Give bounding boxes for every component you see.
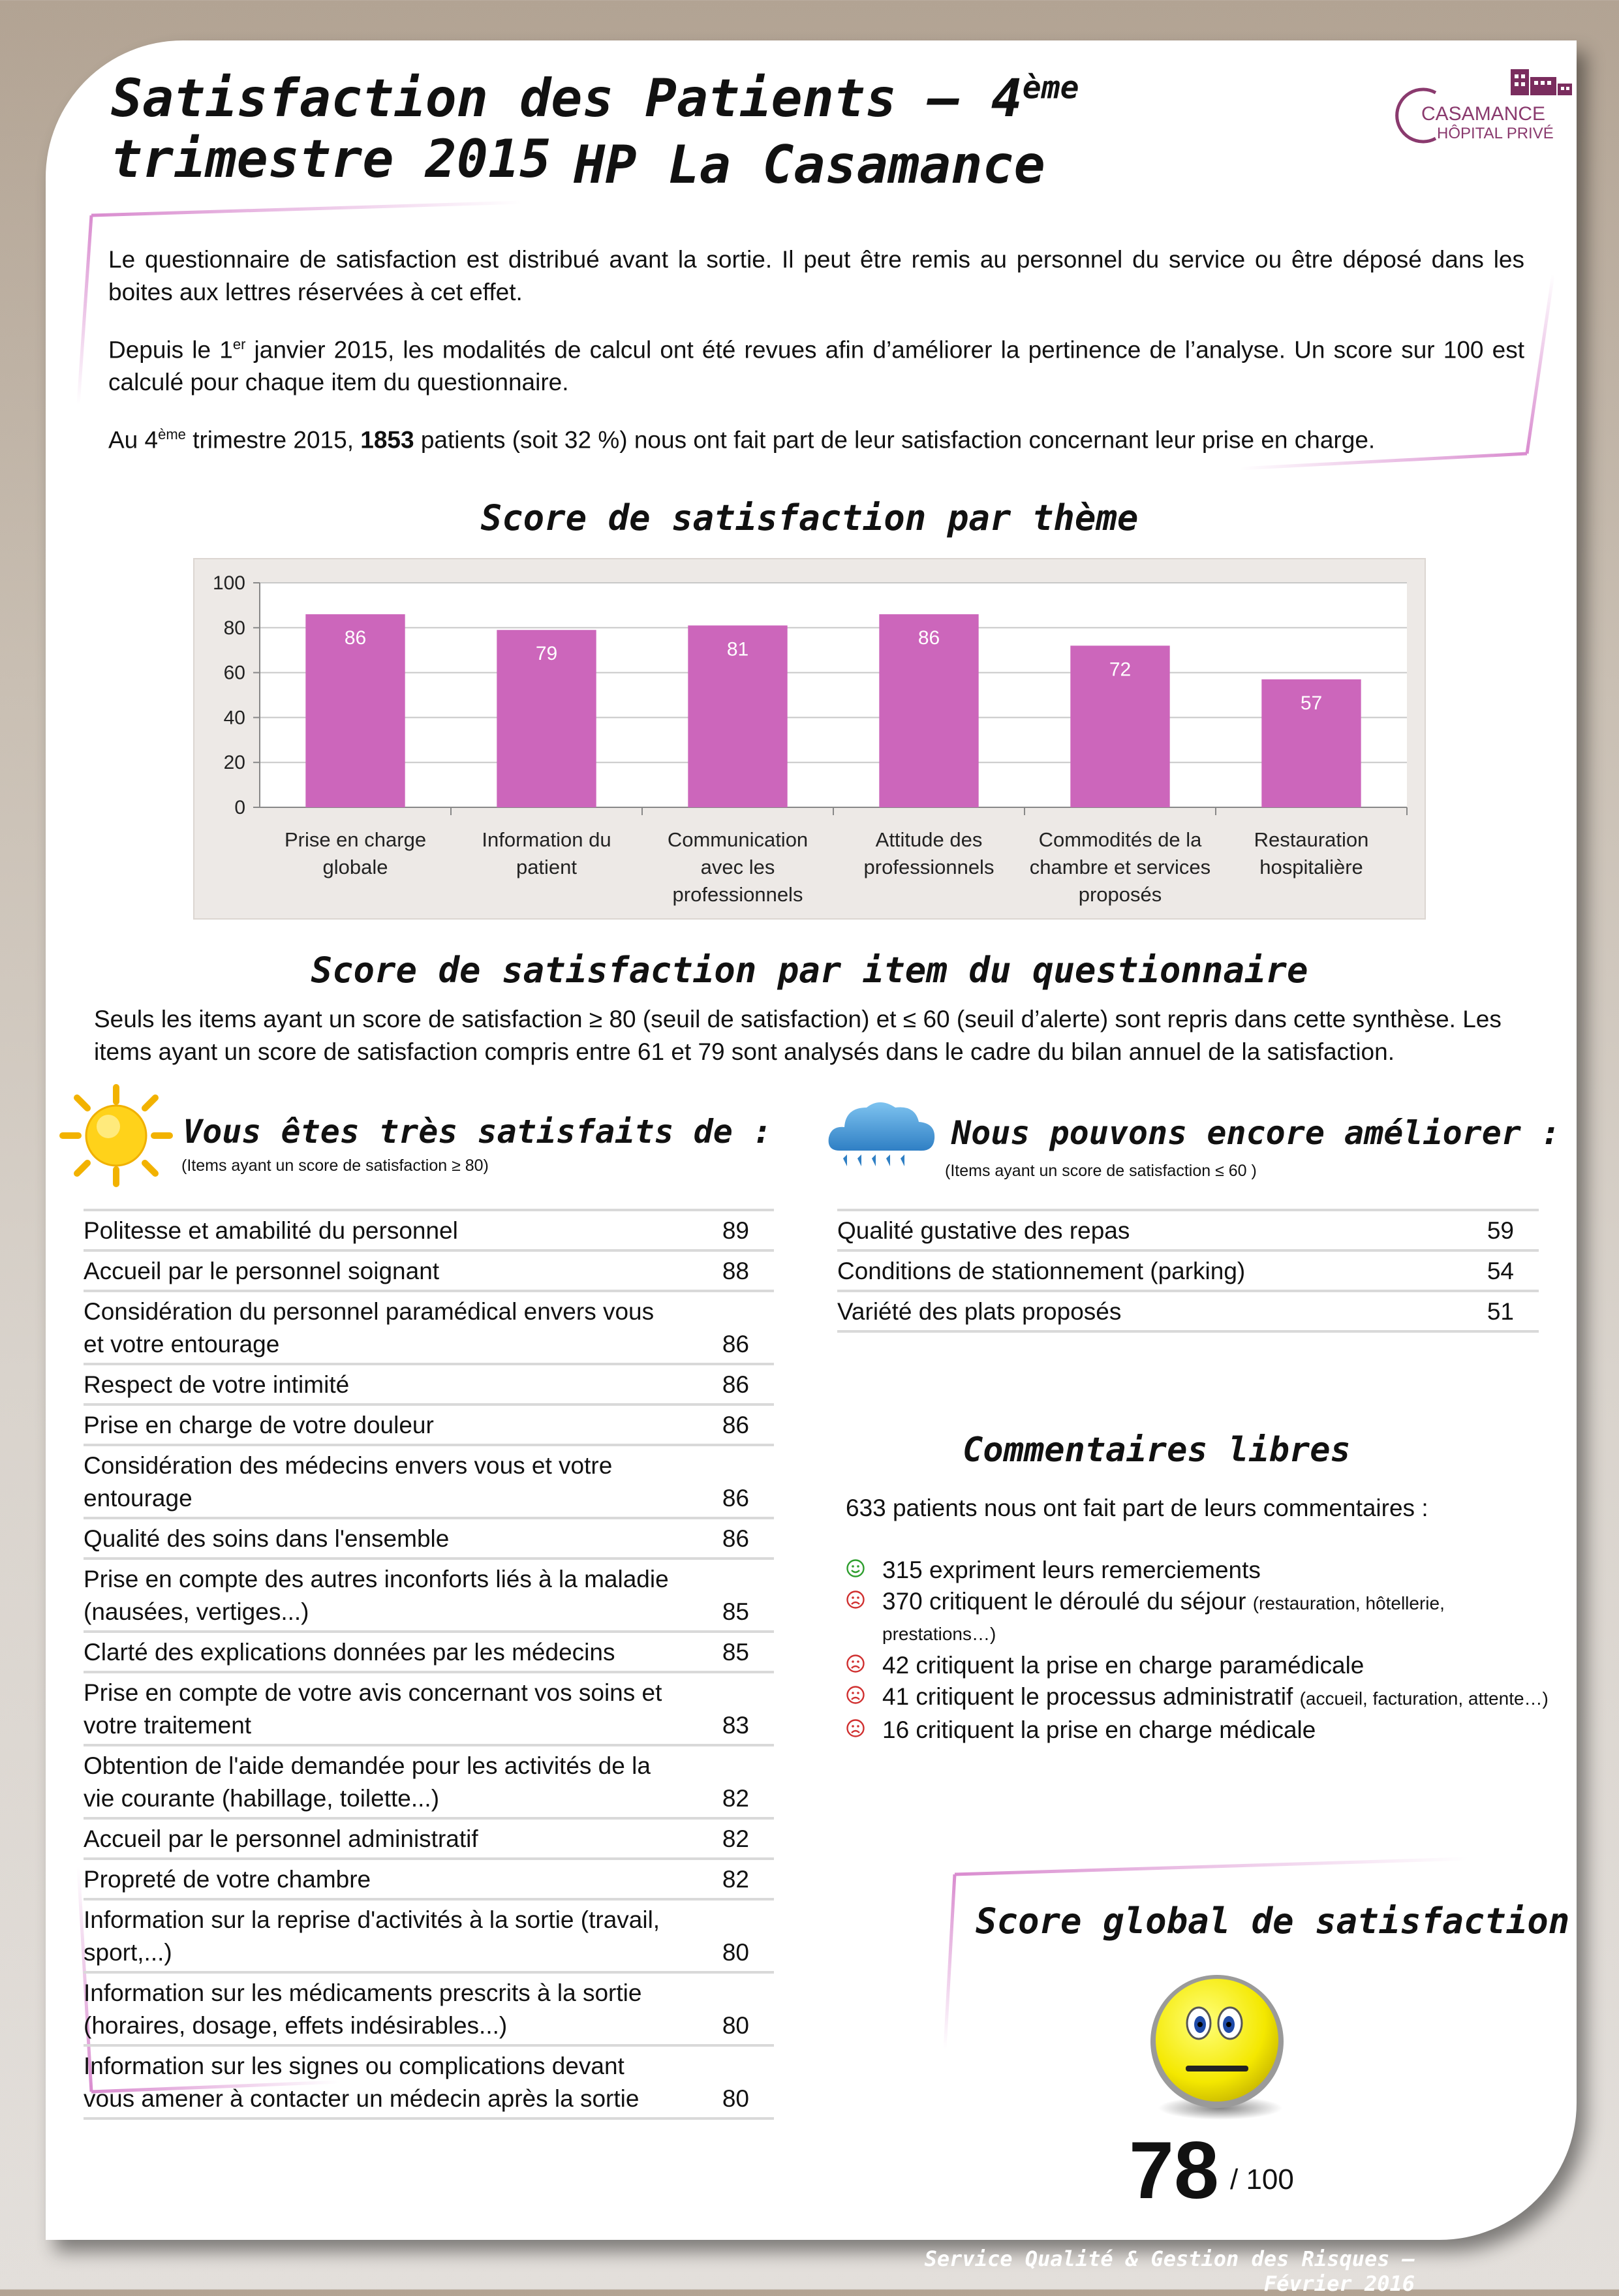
neutral-face-icon bbox=[1139, 1971, 1295, 2128]
item-score: 89 bbox=[677, 1210, 774, 1250]
chart-x-tick-label: patient bbox=[516, 856, 578, 878]
item-label: Accueil par le personnel administratif bbox=[84, 1818, 677, 1859]
page-subtitle: HP La Casamance bbox=[574, 134, 1045, 195]
item-score: 80 bbox=[677, 2045, 774, 2118]
item-score: 80 bbox=[677, 1972, 774, 2045]
comment-item bbox=[846, 1556, 1550, 1585]
table-row bbox=[84, 1745, 774, 1818]
chart-y-tick-label: 0 bbox=[234, 797, 245, 818]
item-score: 82 bbox=[677, 1818, 774, 1859]
chart-x-tick-label: globale bbox=[322, 856, 388, 878]
table-row bbox=[84, 1291, 774, 1364]
item-score: 85 bbox=[677, 1559, 774, 1632]
frown-icon bbox=[846, 1718, 865, 1738]
item-label: Qualité des soins dans l'ensemble bbox=[84, 1518, 677, 1559]
global-score-value: 78 bbox=[1129, 2126, 1219, 2216]
item-label: Respect de votre intimité bbox=[84, 1364, 677, 1404]
chart-y-tick-label: 20 bbox=[223, 752, 245, 774]
comments-block bbox=[846, 1495, 1550, 1747]
chart-y-tick-label: 100 bbox=[212, 572, 245, 594]
item-label: Information sur les signes ou complications devant vous amener à contacter un médecin après la sortie bbox=[84, 2045, 677, 2118]
item-label: Accueil par le personnel soignant bbox=[84, 1250, 677, 1291]
item-label: Prise en compte de votre avis concernant vos soins et votre traitement bbox=[84, 1672, 677, 1745]
chart-y-tick-label: 40 bbox=[223, 707, 245, 729]
item-score: 86 bbox=[677, 1445, 774, 1518]
item-score: 80 bbox=[677, 1899, 774, 1972]
items-section-title: Score de satisfaction par item du questionnaire bbox=[311, 950, 1308, 991]
casamance-logo bbox=[1390, 65, 1579, 150]
table-row bbox=[837, 1291, 1539, 1331]
chart-x-tick-label: Prise en charge bbox=[284, 828, 427, 851]
theme-score-chart bbox=[194, 559, 1425, 918]
chart-x-tick-label: Communication bbox=[667, 828, 809, 851]
frown-icon bbox=[846, 1590, 865, 1609]
table-row bbox=[84, 1250, 774, 1291]
global-score-title: Score global de satisfaction bbox=[976, 1900, 1570, 1942]
table-row bbox=[84, 1518, 774, 1559]
item-score: 59 bbox=[1442, 1210, 1539, 1250]
table-row bbox=[837, 1250, 1539, 1291]
improve-items-table bbox=[837, 1209, 1539, 1333]
theme-score-chart-panel bbox=[193, 558, 1426, 920]
chart-x-tick-label: Information du bbox=[482, 828, 611, 851]
improve-title: Nous pouvons encore améliorer : bbox=[951, 1114, 1561, 1152]
chart-plot-area bbox=[260, 583, 1407, 807]
table-row bbox=[84, 1364, 774, 1404]
comment-text: 42 critiquent la prise en charge paramédicale bbox=[882, 1652, 1365, 1679]
table-row bbox=[84, 1559, 774, 1632]
item-score: 86 bbox=[677, 1404, 774, 1445]
global-score-max: / 100 bbox=[1230, 2164, 1294, 2195]
chart-x-tick-label: hospitalière bbox=[1259, 856, 1363, 878]
chart-x-tick-label: professionnels bbox=[863, 856, 995, 878]
item-score: 86 bbox=[677, 1291, 774, 1364]
chart-y-tick-label: 80 bbox=[223, 617, 245, 639]
chart-data-label: 86 bbox=[344, 627, 367, 649]
item-label: Conditions de stationnement (parking) bbox=[837, 1250, 1442, 1291]
chart-data-label: 57 bbox=[1300, 692, 1323, 714]
svg-text:HÔPITAL PRIVÉ: HÔPITAL PRIVÉ bbox=[1437, 125, 1554, 142]
page-title: Satisfaction des Patients – 4ème trimestre 2015 bbox=[111, 68, 1079, 189]
item-label: Information sur les médicaments prescrits à la sortie (horaires, dosage, effets indésirables...) bbox=[84, 1972, 677, 2045]
item-label: Prise en charge de votre douleur bbox=[84, 1404, 677, 1445]
item-label: Obtention de l'aide demandée pour les activités de la vie courante (habillage, toilette...) bbox=[84, 1745, 677, 1818]
comment-text: 16 critiquent la prise en charge médicale bbox=[882, 1716, 1316, 1743]
chart-data-label: 79 bbox=[535, 643, 558, 665]
item-score: 85 bbox=[677, 1632, 774, 1672]
comment-text: 41 critiquent le processus administratif bbox=[882, 1683, 1300, 1710]
chart-section-title: Score de satisfaction par thème bbox=[480, 497, 1139, 538]
comment-item bbox=[846, 1587, 1550, 1649]
item-score: 86 bbox=[677, 1518, 774, 1559]
intro-paragraph-3: Au 4ème trimestre 2015, 1853 patients (soit 32 %) nous ont fait part de leur satisfaction concernant leur prise en charge. bbox=[108, 426, 1376, 454]
rain-cloud-icon bbox=[824, 1093, 941, 1178]
comment-detail: (restauration, hôtellerie, prestations…) bbox=[882, 1593, 1445, 1644]
footer-text: Service Qualité & Gestion des Risques – Février 2016 bbox=[924, 2246, 1415, 2296]
item-score: 82 bbox=[677, 1859, 774, 1899]
item-label: Qualité gustative des repas bbox=[837, 1210, 1442, 1250]
item-label: Considération du personnel paramédical envers vous et votre entourage bbox=[84, 1291, 677, 1364]
frown-icon bbox=[846, 1654, 865, 1673]
svg-text:CASAMANCE: CASAMANCE bbox=[1421, 103, 1546, 125]
chart-x-tick-label: Commodités de la bbox=[1038, 828, 1202, 851]
item-score: 51 bbox=[1442, 1291, 1539, 1331]
table-row bbox=[84, 1632, 774, 1672]
satisfied-title: Vous êtes très satisfaits de : bbox=[183, 1113, 773, 1151]
sun-icon bbox=[57, 1083, 175, 1188]
item-label: Prise en compte des autres inconforts liés à la maladie (nausées, vertiges...) bbox=[84, 1559, 677, 1632]
comment-detail: (accueil, facturation, attente…) bbox=[1299, 1688, 1549, 1709]
chart-x-tick-label: Restauration bbox=[1254, 828, 1369, 851]
chart-data-label: 86 bbox=[917, 627, 940, 649]
comments-title: Commentaires libres bbox=[963, 1431, 1351, 1470]
comment-item bbox=[846, 1716, 1550, 1745]
table-row bbox=[84, 1859, 774, 1899]
comment-item bbox=[846, 1683, 1550, 1713]
chart-x-tick-label: chambre et services bbox=[1029, 856, 1211, 878]
chart-x-tick-label: avec les bbox=[700, 856, 775, 878]
table-row bbox=[84, 1445, 774, 1518]
chart-data-label: 81 bbox=[726, 638, 749, 660]
chart-x-tick-label: Attitude des bbox=[875, 828, 983, 851]
item-score: 54 bbox=[1442, 1250, 1539, 1291]
comment-text: 370 critiquent le déroulé du séjour bbox=[882, 1588, 1253, 1615]
comments-intro: 633 patients nous ont fait part de leurs commentaires : bbox=[846, 1495, 1428, 1521]
table-row bbox=[84, 1972, 774, 2045]
item-label: Variété des plats proposés bbox=[837, 1291, 1442, 1331]
item-score: 83 bbox=[677, 1672, 774, 1745]
table-row bbox=[84, 1818, 774, 1859]
item-label: Clarté des explications données par les médecins bbox=[84, 1632, 677, 1672]
table-row bbox=[84, 1899, 774, 1972]
item-label: Considération des médecins envers vous et votre entourage bbox=[84, 1445, 677, 1518]
satisfied-items-table bbox=[84, 1209, 774, 2120]
smile-icon bbox=[846, 1559, 865, 1578]
frown-icon bbox=[846, 1685, 865, 1705]
table-row bbox=[84, 2045, 774, 2118]
comment-text: 315 expriment leurs remerciements bbox=[882, 1557, 1261, 1583]
comments-list bbox=[846, 1556, 1550, 1745]
item-label: Politesse et amabilité du personnel bbox=[84, 1210, 677, 1250]
intro-paragraph-2: Depuis le 1er janvier 2015, les modalités de calcul ont été revues afin d’améliorer la pertinence de l’analyse. Un score sur 100 est calculé pour chaque item du questionnaire. bbox=[108, 336, 1524, 396]
item-score: 86 bbox=[677, 1364, 774, 1404]
satisfied-note: (Items ayant un score de satisfaction ≥ 80) bbox=[181, 1156, 489, 1175]
table-row bbox=[84, 1404, 774, 1445]
item-label: Propreté de votre chambre bbox=[84, 1859, 677, 1899]
items-description: Seuls les items ayant un score de satisfaction ≥ 80 (seuil de satisfaction) et ≤ 60 (seuil d’alerte) sont repris dans cette synthèse. Les items ayant un score de satisfaction compris entre 61 et 79 sont analysés dans le cadre du bilan annuel de la satisfaction. bbox=[94, 1006, 1502, 1065]
intro-text bbox=[108, 243, 1524, 476]
chart-x-tick-label: proposés bbox=[1078, 883, 1162, 906]
improve-note: (Items ayant un score de satisfaction ≤ 60 ) bbox=[945, 1162, 1257, 1180]
table-row bbox=[84, 1210, 774, 1250]
table-row bbox=[837, 1210, 1539, 1250]
comment-item bbox=[846, 1651, 1550, 1680]
chart-data-label: 72 bbox=[1109, 659, 1132, 681]
intro-paragraph-1: Le questionnaire de satisfaction est distribué avant la sortie. Il peut être remis au personnel du service ou être déposé dans les boites aux lettres réservées à cet effet. bbox=[108, 246, 1524, 305]
item-label: Information sur la reprise d'activités à la sortie (travail, sport,...) bbox=[84, 1899, 677, 1972]
item-score: 82 bbox=[677, 1745, 774, 1818]
chart-y-tick-label: 60 bbox=[223, 662, 245, 684]
table-row bbox=[84, 1672, 774, 1745]
item-score: 88 bbox=[677, 1250, 774, 1291]
chart-x-tick-label: professionnels bbox=[672, 883, 803, 906]
